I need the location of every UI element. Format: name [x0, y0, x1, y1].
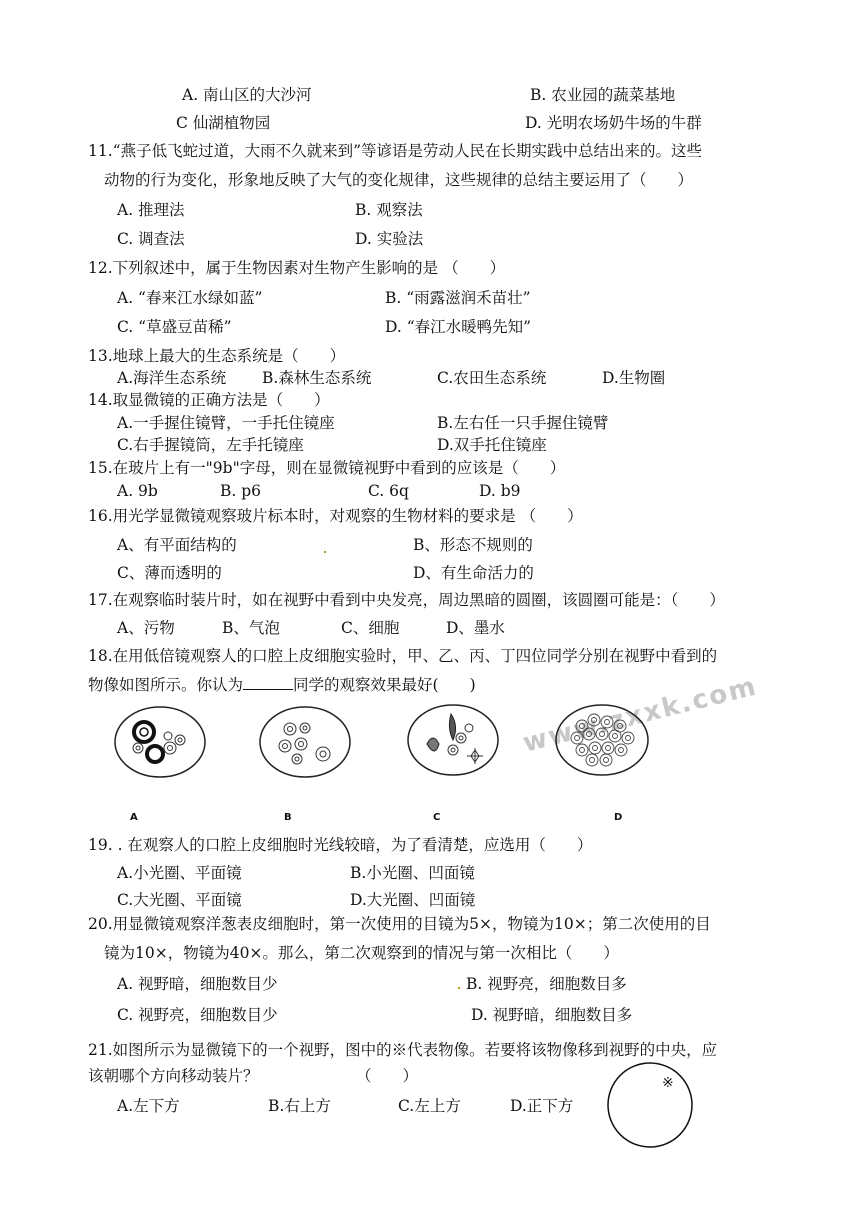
q12-stem: 12.下列叙述中，属于生物因素对生物产生影响的是 （ ）: [88, 259, 506, 277]
q14-option-b: B.左右任一只手握住镜臂: [437, 414, 609, 432]
q18-stem-part2: 同学的观察效果最好( ): [293, 676, 476, 694]
q18-stem-part1: 物像如图所示。你认为: [88, 676, 244, 694]
q12-option-d: D. “春江水暖鸭先知”: [385, 318, 532, 336]
figure-label-d: D: [614, 812, 623, 823]
q17-option-c: C、细胞: [341, 619, 400, 637]
figure-b-microscope-view: [255, 702, 355, 782]
q19-option-a: A.小光圈、平面镜: [117, 864, 242, 882]
q10-option-c: C 仙湖植物园: [176, 114, 271, 132]
q12-option-b: B. “雨露滋润禾苗壮”: [385, 289, 531, 307]
q21-stem-cont: 该朝哪个方向移动装片？: [88, 1067, 259, 1085]
q10-option-b: B. 农业园的蔬菜基地: [530, 86, 676, 104]
q16-stem: 16.用光学显微镜观察玻片标本时，对观察的生物材料的要求是 （ ）: [88, 507, 583, 525]
q17-option-b: B、气泡: [222, 619, 280, 637]
q19-option-b: B.小光圈、凹面镜: [350, 864, 475, 882]
q13-option-a: A.海洋生态系统: [117, 369, 227, 387]
q18-stem: 18.在用低倍镜观察人的口腔上皮细胞实验时，甲、乙、丙、丁四位同学分别在视野中看到的: [88, 647, 718, 665]
q21-option-a: A.左下方: [117, 1097, 180, 1115]
q12-option-a: A. “春来江水绿如蓝”: [117, 289, 263, 307]
q13-option-c: C.农田生态系统: [437, 369, 547, 387]
q15-option-b: B. p6: [220, 482, 262, 500]
stray-dot-2: [458, 987, 460, 989]
q13-option-d: D.生物圈: [602, 369, 666, 387]
q21-option-b: B.右上方: [268, 1097, 331, 1115]
q20-stem-cont: 镜为10×，物镜为40×。那么，第二次观察到的情况与第一次相比（ ）: [104, 944, 619, 962]
q16-option-c: C、薄而透明的: [117, 564, 222, 582]
q21-option-d: D.正下方: [510, 1097, 574, 1115]
q14-option-c: C.右手握镜筒，左手托镜座: [117, 436, 304, 454]
figure-label-a: A: [130, 812, 138, 823]
q19-option-d: D.大光圈、凹面镜: [350, 891, 476, 909]
q11-option-b: B. 观察法: [355, 201, 423, 219]
q19-option-c: C.大光圈、平面镜: [117, 891, 242, 909]
q18-stem-cont: [88, 675, 476, 695]
q16-option-d: D、有生命活力的: [413, 564, 534, 582]
stray-dot: [324, 551, 326, 553]
q20-stem: 20.用显微镜观察洋葱表皮细胞时，第一次使用的目镜为5×，物镜为10×；第二次使用的目: [88, 915, 711, 933]
q14-option-d: D.双手托住镜座: [437, 436, 547, 454]
q21-field-of-view-circle: [605, 1060, 695, 1150]
figure-c-microscope-view: [403, 700, 503, 780]
q21-option-c: C.左上方: [398, 1097, 461, 1115]
q11-stem: 11.“燕子低飞蛇过道，大雨不久就来到”等谚语是劳动人民在长期实践中总结出来的。这些: [88, 142, 703, 160]
q19-stem: 19. . 在观察人的口腔上皮细胞时光线较暗，为了看清楚，应选用（ ）: [88, 836, 593, 854]
q15-option-a: A. 9b: [117, 482, 158, 500]
watermark: www.zxxk.com: [519, 671, 761, 759]
q17-option-d: D、墨水: [446, 619, 505, 637]
q15-option-c: C. 6q: [368, 482, 409, 500]
q10-option-d: D. 光明农场奶牛场的牛群: [525, 114, 702, 132]
q20-option-b: B. 视野亮，细胞数目多: [466, 975, 627, 993]
q16-option-a: A、有平面结构的: [117, 536, 237, 554]
q20-option-c: C. 视野亮，细胞数目少: [117, 1006, 278, 1024]
q13-option-b: B.森林生态系统: [262, 369, 372, 387]
figure-a-microscope-view: [110, 702, 210, 782]
q17-stem: 17.在观察临时装片时，如在视野中看到中央发亮，周边黑暗的圆圈，该圆圈可能是：（ ）: [88, 591, 725, 609]
q12-option-c: C. “草盛豆苗稀”: [117, 318, 232, 336]
q20-option-a: A. 视野暗，细胞数目少: [117, 975, 278, 993]
q11-option-d: D. 实验法: [355, 230, 424, 248]
q15-option-d: D. b9: [479, 482, 521, 500]
q10-option-a: A. 南山区的大沙河: [182, 86, 312, 104]
q14-stem: 14.取显微镜的正确方法是（ ）: [88, 391, 330, 409]
q17-option-a: A、污物: [117, 619, 175, 637]
answer-blank: [243, 675, 293, 690]
figure-label-b: B: [284, 812, 292, 823]
q13-stem: 13.地球上最大的生态系统是（ ）: [88, 347, 346, 365]
q11-option-a: A. 推理法: [117, 201, 185, 219]
q16-option-b: B、形态不规则的: [413, 536, 533, 554]
q20-option-d: D. 视野暗，细胞数目多: [471, 1006, 633, 1024]
q21-answer-paren: （ ）: [356, 1067, 419, 1085]
figure-label-c: C: [433, 812, 441, 823]
object-symbol: ※: [662, 1075, 674, 1091]
figure-d-microscope-view: [552, 700, 656, 780]
q15-stem: 15.在玻片上有一"9b"字母，则在显微镜视野中看到的应该是（ ）: [88, 459, 566, 477]
q11-option-c: C. 调查法: [117, 230, 185, 248]
q14-option-a: A.一手握住镜臂，一手托住镜座: [117, 414, 335, 432]
q11-stem-cont: 动物的行为变化，形象地反映了大气的变化规律，这些规律的总结主要运用了（ ）: [104, 171, 694, 189]
q21-stem: 21.如图所示为显微镜下的一个视野，图中的※代表物像。若要将该物像移到视野的中央，应: [88, 1041, 718, 1059]
